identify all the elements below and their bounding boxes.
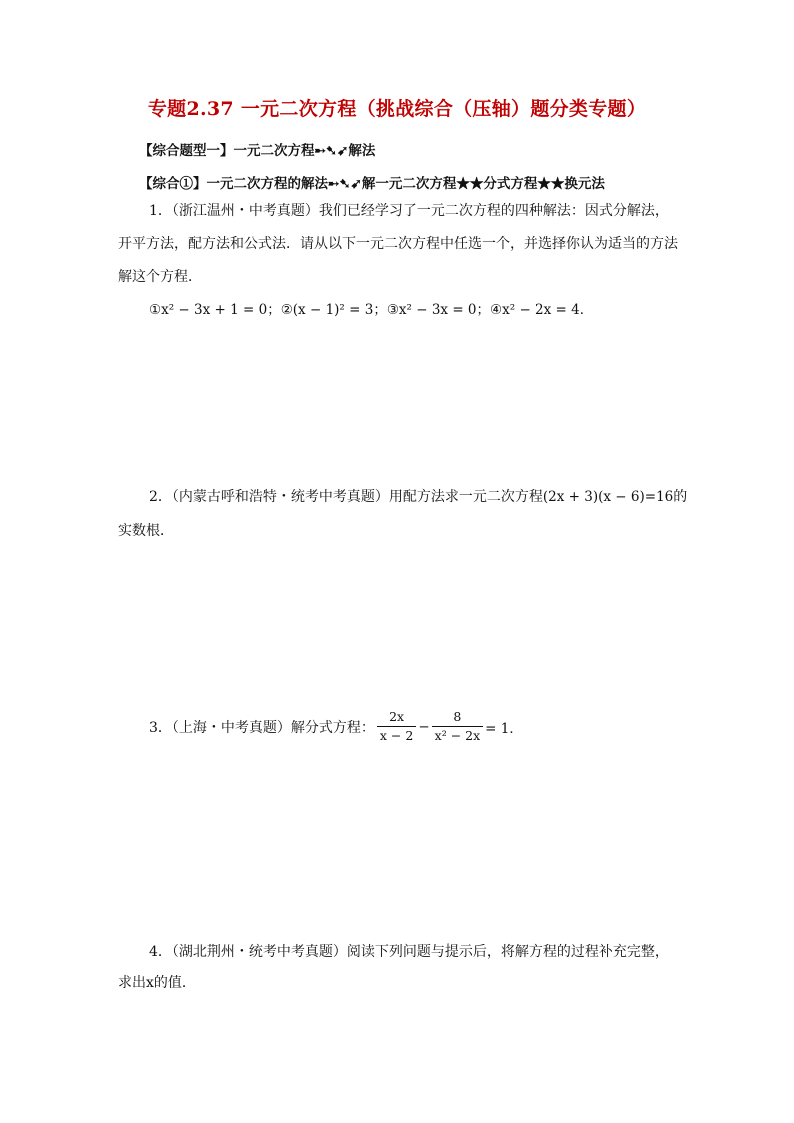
- question-1-line-2: 开平方法，配方法和公式法．请从以下一元二次方程中任选一个，并选择你认为适当的方法: [118, 236, 678, 252]
- question-2-line-2: 实数根．: [118, 523, 174, 539]
- question-2-line-1: [149, 486, 687, 506]
- minus-sign: −: [418, 718, 430, 735]
- question-2-prefix: 2．（内蒙古呼和浩特・统考中考真题）用配方法求一元二次方程: [149, 489, 543, 505]
- question-2-suffix: 的: [673, 489, 688, 505]
- equation-rhs: = 1．: [485, 720, 523, 737]
- question-4-line-2: 求出x的值．: [118, 975, 196, 991]
- question-1-equations: ①x² − 3x + 1 = 0；②(x − 1)² = 3；③x² − 3x = 0；④x² − 2x = 4．: [149, 302, 594, 318]
- section-heading-type-1: 【综合题型一】一元二次方程➸➷➹解法: [139, 143, 376, 159]
- question-3-line: [149, 708, 523, 745]
- section-heading-comprehensive-1: 【综合①】一元二次方程的解法➸➷➹解一元二次方程★★分式方程★★换元法: [139, 176, 605, 192]
- question-2-equation: (2x + 3)(x − 6)=16: [542, 489, 674, 505]
- fraction-1-numerator: 2x: [377, 708, 416, 727]
- fraction-1: [377, 708, 416, 745]
- fraction-2-numerator: 8: [432, 708, 483, 727]
- page-title: 专题2.37 一元二次方程（挑战综合（压轴）题分类专题）: [147, 98, 647, 120]
- question-1-line-3: 解这个方程．: [118, 269, 202, 285]
- fraction-2: [432, 708, 483, 745]
- fraction-1-denominator: x − 2: [379, 728, 414, 743]
- fraction-2-denominator: x² − 2x: [434, 728, 481, 743]
- question-3-prefix: 3．（上海・中考真题）解分式方程：: [149, 719, 375, 736]
- question-1-line-1: 1．（浙江温州・中考真题）我们已经学习了一元二次方程的四种解法：因式分解法，: [149, 203, 669, 219]
- question-4-line-1: 4．（湖北荆州・统考中考真题）阅读下列问题与提示后，将解方程的过程补充完整，: [149, 944, 669, 960]
